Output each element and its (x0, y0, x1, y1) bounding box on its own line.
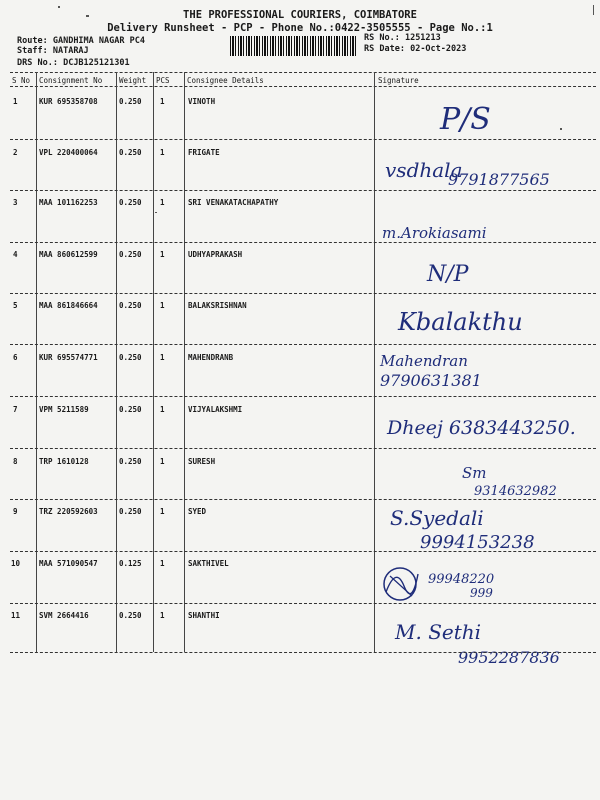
row-signature-phone: 9994153238 (420, 532, 535, 553)
column-header-pcs: PCS (156, 76, 170, 85)
row-sno: 8 (13, 457, 18, 466)
rs-date-value: 02-Oct-2023 (410, 44, 467, 54)
row-signature: 99948220 (428, 572, 495, 587)
row-pcs: 1 (160, 97, 165, 106)
column-divider (184, 72, 185, 652)
row-consignment-no: MAA 860612599 (39, 250, 98, 259)
row-consignee: BALAKSRISHNAN (188, 301, 247, 310)
row-sno: 1 (13, 97, 18, 106)
column-header-weight: Weight (119, 76, 147, 85)
column-divider (116, 72, 117, 652)
row-divider (10, 396, 596, 397)
row-signature-phone: 9791877565 (448, 170, 550, 189)
row-signature: Mahendran (380, 352, 468, 370)
staff-line (17, 46, 89, 56)
staff-label: Staff: (17, 46, 48, 56)
row-sno: 7 (13, 405, 18, 414)
signature-scribble-icon (378, 562, 422, 606)
row-consignee: SURESH (188, 457, 216, 466)
runsheet-subtitle: Delivery Runsheet - PCP - Phone No.:0422-3505555 - Page No.:1 (107, 22, 493, 34)
drs-value: DCJB125121301 (63, 58, 130, 68)
row-divider (10, 293, 596, 294)
row-weight: 0.250 (119, 457, 142, 466)
table-top-rule (10, 72, 596, 73)
row-sno: 11 (11, 611, 21, 620)
column-divider (374, 72, 375, 652)
row-signature-phone: 9952287836 (458, 648, 560, 667)
row-sno: 6 (13, 353, 18, 362)
row-signature: m.Arokiasami (382, 224, 487, 242)
rs-no-label: RS No.: (364, 33, 400, 43)
scan-speck (560, 128, 562, 130)
barcode-image (230, 36, 358, 56)
runsheet-title: THE PROFESSIONAL COURIERS, COIMBATORE (183, 9, 417, 21)
row-sno: 9 (13, 507, 18, 516)
row-consignee: SHANTHI (188, 611, 220, 620)
scan-speck (593, 5, 594, 15)
row-sno: 2 (13, 148, 18, 157)
row-signature: Sm (462, 464, 487, 482)
drs-label: DRS No.: (17, 58, 58, 68)
row-consignment-no: KUR 695358708 (39, 97, 98, 106)
row-weight: 0.250 (119, 148, 142, 157)
row-consignee: VINOTH (188, 97, 216, 106)
row-signature: N/P (427, 262, 469, 287)
rs-no-line (364, 33, 441, 43)
column-header-consignment: Consignment No (39, 76, 103, 85)
row-weight: 0.250 (119, 97, 142, 106)
row-sno: 10 (11, 559, 21, 568)
row-consignment-no: TRZ 220592603 (39, 507, 98, 516)
column-divider (153, 72, 154, 652)
row-weight: 0.250 (119, 353, 142, 362)
row-sno: 5 (13, 301, 18, 310)
row-divider (10, 242, 596, 243)
row-consignment-no: MAA 571090547 (39, 559, 98, 568)
row-pcs: 1 (160, 405, 165, 414)
staff-value: NATARAJ (52, 46, 89, 56)
row-divider (10, 499, 596, 500)
row-signature-phone: 9790631381 (380, 371, 482, 390)
row-consignee: FRIGATE (188, 148, 220, 157)
row-consignment-no: MAA 101162253 (39, 198, 98, 207)
row-consignment-no: TRP 1610128 (39, 457, 89, 466)
row-consignee: VIJYALAKSHMI (188, 405, 243, 414)
row-signature-phone: 999 (470, 586, 493, 600)
row-signature: Dheej 6383443250. (387, 417, 576, 439)
column-header-sno: S No (12, 76, 31, 85)
row-pcs: 1 (160, 198, 165, 207)
row-pcs: 1 (160, 507, 165, 516)
rs-no-value: 1251213 (404, 33, 441, 43)
row-consignee: SYED (188, 507, 207, 516)
row-weight: 0.250 (119, 611, 142, 620)
row-weight: 0.250 (119, 405, 142, 414)
row-weight: 0.250 (119, 250, 142, 259)
row-weight: 0.125 (119, 559, 142, 568)
row-weight: 0.250 (119, 198, 142, 207)
drs-line (17, 58, 130, 68)
row-signature: S.Syedali (390, 506, 484, 530)
rs-date-line (364, 44, 466, 54)
table-header-rule (10, 86, 596, 87)
row-divider (10, 603, 596, 604)
row-consignment-no: VPL 220400064 (39, 148, 98, 157)
row-signature-phone: 9314632982 (474, 484, 557, 499)
row-divider (10, 139, 596, 140)
row-divider (10, 190, 596, 191)
row-sno: 4 (13, 250, 18, 259)
row-weight: 0.250 (119, 507, 142, 516)
row-consignee: MAHENDRANB (188, 353, 234, 362)
route-value: GANDHIMA NAGAR PC4 (52, 36, 145, 46)
table-bottom-rule (10, 652, 596, 653)
rs-date-label: RS Date: (364, 44, 405, 54)
row-consignment-no: KUR 695574771 (39, 353, 98, 362)
row-pcs: 1 (160, 301, 165, 310)
scan-speck (58, 6, 60, 8)
row-signature: P/S (440, 102, 491, 137)
row-consignee: SAKTHIVEL (188, 559, 229, 568)
row-divider (10, 448, 596, 449)
route-line (17, 36, 145, 46)
row-sno: 3 (13, 198, 18, 207)
row-pcs: 1 (160, 148, 165, 157)
row-pcs: 1 (160, 559, 165, 568)
scan-speck (155, 212, 157, 213)
row-signature: Kbalakthu (398, 308, 523, 336)
column-header-signature: Signature (378, 76, 419, 85)
column-header-consignee: Consignee Details (187, 76, 264, 85)
route-label: Route: (17, 36, 48, 46)
row-weight: 0.250 (119, 301, 142, 310)
row-consignment-no: SVM 2664416 (39, 611, 89, 620)
row-pcs: 1 (160, 611, 165, 620)
column-divider (36, 72, 37, 652)
row-consignment-no: MAA 861846664 (39, 301, 98, 310)
row-pcs: 1 (160, 353, 165, 362)
row-consignee: SRI VENAKATACHAPATHY (188, 198, 279, 207)
row-pcs: 1 (160, 250, 165, 259)
row-divider (10, 551, 596, 552)
row-divider (10, 344, 596, 345)
row-consignee: UDHYAPRAKASH (188, 250, 243, 259)
row-signature: vsdhala (385, 158, 463, 182)
row-pcs: 1 (160, 457, 165, 466)
scan-speck (86, 15, 89, 17)
row-signature: M. Sethi (395, 620, 482, 644)
row-consignment-no: VPM 5211589 (39, 405, 89, 414)
